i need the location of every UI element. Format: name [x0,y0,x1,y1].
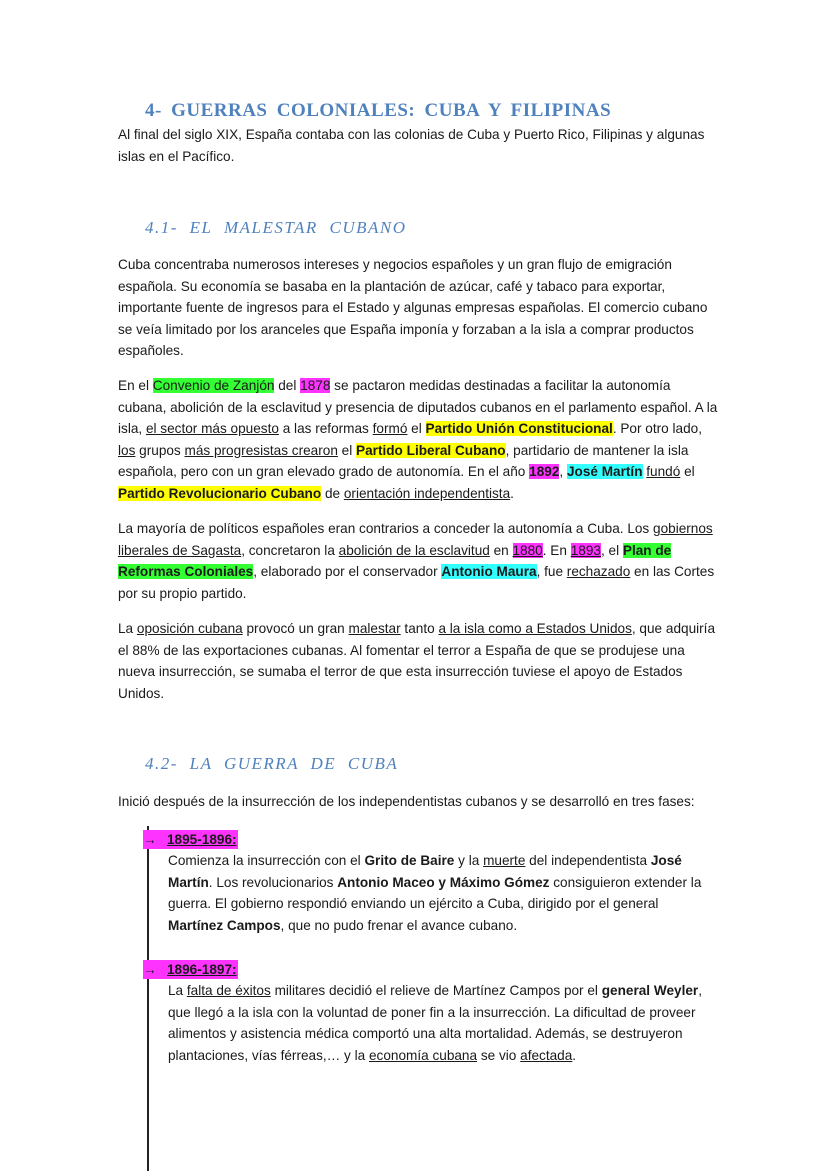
text-span: , [559,464,567,479]
paragraph-economia-text: Cuba concentraba numerosos intereses y negocios españoles y un gran flujo de emigración española. Su economía se basaba en la plantación de azúcar, café y tabaco para exportar, importante fuente de ingresos para el Estado y algunas empresas españolas. El comercio cubano se veía limitado por los aranceles que España imponía y forzaban a la isla a comprar productos españoles. [118,257,708,358]
paragraph-zanjon [118,375,718,504]
text-span: , que adquiría el 88% de las exportaciones cubanas. Al fomentar el terror a España de que se produjese una nueva insurrección, se sumaba el terror de que esta insurrección tuviese el apoyo de Estados Unidos. [118,621,716,701]
text-span: . [572,1047,577,1063]
highlight-convenio-zanjon: Convenio de Zanjón [152,378,275,393]
text-span: . En [542,542,571,558]
phase-1-label [143,830,238,849]
underline-text: el sector más opuesto [145,421,279,436]
paragraph-oposicion [118,618,718,704]
underline-text: los [118,442,136,458]
text-span: , el [600,542,623,558]
bold-text: Martínez Campos [168,917,281,933]
highlight-partido-union: Partido Unión Constitucional [425,421,613,436]
underline-text: malestar [348,621,401,636]
text-span: , elaborado por el conservador [253,564,442,579]
arrow-right-icon: → [143,962,157,977]
text-span: el [337,442,357,458]
phase-2-label [143,960,238,979]
bold-text: Grito de Baire [364,853,455,868]
text-span: a las reformas [278,421,373,436]
text-span: en [489,542,513,558]
highlight-year-1880: 1880 [512,542,543,558]
paragraph-economia [118,254,718,362]
text-span: de [321,485,344,501]
text-span: , partidario de mantener la isla española, pero con un gran elevado grado de autonomía. En el año [118,442,689,479]
underline-text: afectada [520,1047,573,1063]
text-span: , que no pudo frenar el avance cubano. [280,917,518,933]
page-title: 4- GUERRAS COLONIALES: CUBA Y FILIPINAS [145,100,612,121]
paragraph-oposicion-text [118,618,718,704]
text-span: militares decidió el relieve de Martínez Campos por el [270,983,602,998]
text-span: . Los revolucionarios [208,874,338,890]
text-span: el [680,464,695,479]
paragraph-zanjon-text [118,375,718,504]
arrow-right-icon: → [143,832,157,847]
intro-text: Al final del siglo XIX, España contaba con las colonias de Cuba y Puerto Rico, Filipinas y algunas islas en el Pacífico. [118,127,705,164]
text-span: se vio [477,1047,521,1063]
text-span: del [274,378,301,393]
paragraph-politicos-text [118,518,718,604]
text-span: del independentista [525,853,651,868]
highlight-year-1892: 1892 [529,464,560,479]
phase-1-body [168,850,708,936]
text-span: provocó un gran [242,621,349,636]
highlight-year-1893: 1893 [570,542,601,558]
text-span: , concretaron la [241,542,339,558]
text-span: en las Cortes por su propio partido. [118,564,715,601]
underline-text: orientación independentista [343,485,511,501]
bold-text: José Martín [168,853,682,890]
text-span: tanto [400,621,439,636]
bold-text: general Weyler [601,983,699,998]
phases-intro [118,791,718,813]
text-span: consiguieron extender la guerra. El gobierno respondió enviando un ejército a Cuba, dirigido por el general [168,874,702,911]
underline-text: abolición de la esclavitud [338,542,490,558]
text-span: , fue [536,564,567,579]
text-span: grupos [135,442,185,458]
highlight-year-1878: 1878 [300,378,331,393]
phases-intro-text: Inició después de la insurrección de los independentistas cubanos y se desarrolló en tres fases: [118,794,695,809]
highlight-partido-liberal: Partido Liberal Cubano [356,442,506,458]
phase-2-years: 1896-1897: [167,962,237,977]
bold-text: Antonio Maceo y Máximo Gómez [337,874,550,890]
highlight-plan-reformas: Plan de Reformas Coloniales [118,542,672,579]
text-span: La mayoría de políticos españoles eran contrarios a conceder la autonomía a Cuba. Los [118,521,654,536]
text-span: se pactaron medidas destinadas a facilitar la autonomía cubana, abolición de la esclavitud y presencia de diputados cubanos en el parlamento español. A la isla, [118,378,718,436]
intro-paragraph [118,124,718,167]
text-span: En el [118,378,153,393]
highlight-antonio-maura: Antonio Maura [441,564,537,579]
phase-1-years: 1895-1896: [167,832,237,847]
text-span: . [510,485,514,501]
underline-text: fundó [646,464,681,479]
underline-text: a la isla como a Estados Unidos [438,621,632,636]
text-span: , que llegó a la isla con la voluntad de poner fin a la insurrección. La dificultad de proveer alimentos y asistencia médica comportó una alta mortalidad. Además, se destruyeron plantaciones, vías férreas,… y la [168,983,702,1063]
highlight-partido-revolucionario: Partido Revolucionario Cubano [118,485,322,501]
timeline-line [147,826,149,1171]
underline-text: más progresistas crearon [184,442,338,458]
text-span: . Por otro lado, [612,421,702,436]
section-heading-guerra: 4.2- LA GUERRA DE CUBA [145,754,399,773]
underline-text: oposición cubana [136,621,243,636]
text-span: y la [454,853,484,868]
text-span: Comienza la insurrección con el [168,853,365,868]
phase-2-body [168,980,708,1066]
highlight-jose-martin: José Martín [566,464,643,479]
underline-text: gobiernos liberales de Sagasta [118,521,713,558]
underline-text: formó [372,421,408,436]
underline-text: rechazado [566,564,631,579]
text-span: La [168,983,187,998]
section-heading-malestar: 4.1- EL MALESTAR CUBANO [145,218,407,237]
underline-text: economía cubana [368,1047,478,1063]
underline-text: falta de éxitos [186,983,271,998]
paragraph-politicos [118,518,718,604]
text-span: el [407,421,426,436]
text-span: La [118,621,137,636]
underline-text: muerte [483,853,526,868]
